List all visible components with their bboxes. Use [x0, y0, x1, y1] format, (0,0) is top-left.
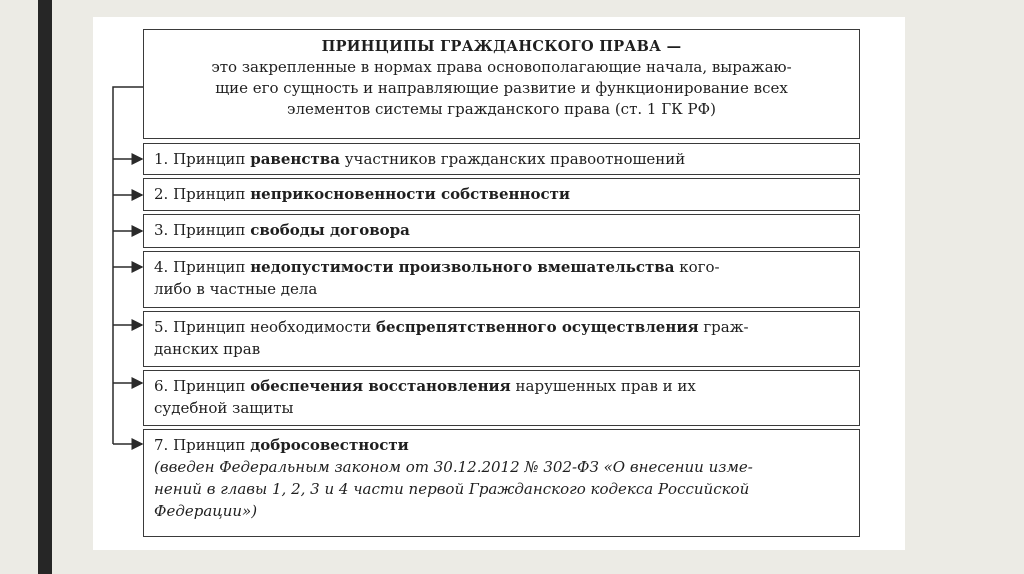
- principle-keyword: недопустимости произвольного вмешательства: [250, 258, 675, 276]
- principle-number: 1.: [154, 150, 169, 168]
- definition-line-1: это закрепленные в нормах права основополагающие начала, выражаю-: [211, 58, 792, 76]
- definition-title: ПРИНЦИПЫ ГРАЖДАНСКОГО ПРАВА —: [321, 38, 682, 55]
- principle-pre: Принцип: [173, 150, 246, 168]
- slide-left-bar: [38, 0, 52, 574]
- principle-5: [143, 311, 860, 367]
- principle-pre: Принцип: [173, 377, 246, 395]
- principle-post: участников гражданских правоотношений: [344, 150, 686, 168]
- principle-7: [143, 429, 860, 537]
- principle-keyword: свободы договора: [250, 221, 410, 239]
- principle-pre: Принцип: [173, 221, 246, 239]
- principle-line-2: либо в частные дела: [154, 280, 318, 298]
- principle-keyword: добросовестности: [250, 436, 409, 454]
- principle-note-1: (введен Федеральным законом от 30.12.2012 № 302-ФЗ «О внесении изме-: [154, 458, 753, 476]
- principle-post: граж-: [703, 318, 749, 336]
- principle-number: 5.: [154, 318, 169, 336]
- principle-note-2: нений в главы 1, 2, 3 и 4 части первой Гражданского кодекса Российской: [154, 480, 750, 498]
- principle-post: нарушенных прав и их: [515, 377, 696, 395]
- principle-6: [143, 370, 860, 426]
- principle-number: 7.: [154, 436, 169, 454]
- principle-keyword: обеспечения восстановления: [250, 377, 511, 395]
- principle-2: [143, 178, 860, 211]
- principle-line-2: данских прав: [154, 340, 261, 358]
- definition-line-2: щие его сущность и направляющие развитие и функционирование всех: [215, 79, 788, 97]
- principle-keyword: равенства: [250, 150, 340, 168]
- definition-line-3: элементов системы гражданского права (ст. 1 ГК РФ): [287, 100, 716, 118]
- principle-pre: Принцип: [173, 436, 246, 454]
- principle-pre: Принцип необходимости: [173, 318, 372, 336]
- principle-keyword: беспрепятственного осуществления: [376, 318, 699, 336]
- principle-1: [143, 143, 860, 175]
- principle-post: кого-: [679, 258, 720, 276]
- principle-keyword: неприкосновенности собственности: [250, 185, 571, 203]
- principle-line-2: судебной защиты: [154, 399, 294, 417]
- principle-number: 6.: [154, 377, 169, 395]
- principle-number: 3.: [154, 221, 169, 239]
- principle-number: 2.: [154, 185, 169, 203]
- principle-pre: Принцип: [173, 258, 246, 276]
- principle-3: [143, 214, 860, 248]
- principle-4: [143, 251, 860, 308]
- principle-pre: Принцип: [173, 185, 246, 203]
- principle-note-3: Федерации»): [154, 502, 258, 520]
- principle-number: 4.: [154, 258, 169, 276]
- definition-box: [143, 29, 860, 139]
